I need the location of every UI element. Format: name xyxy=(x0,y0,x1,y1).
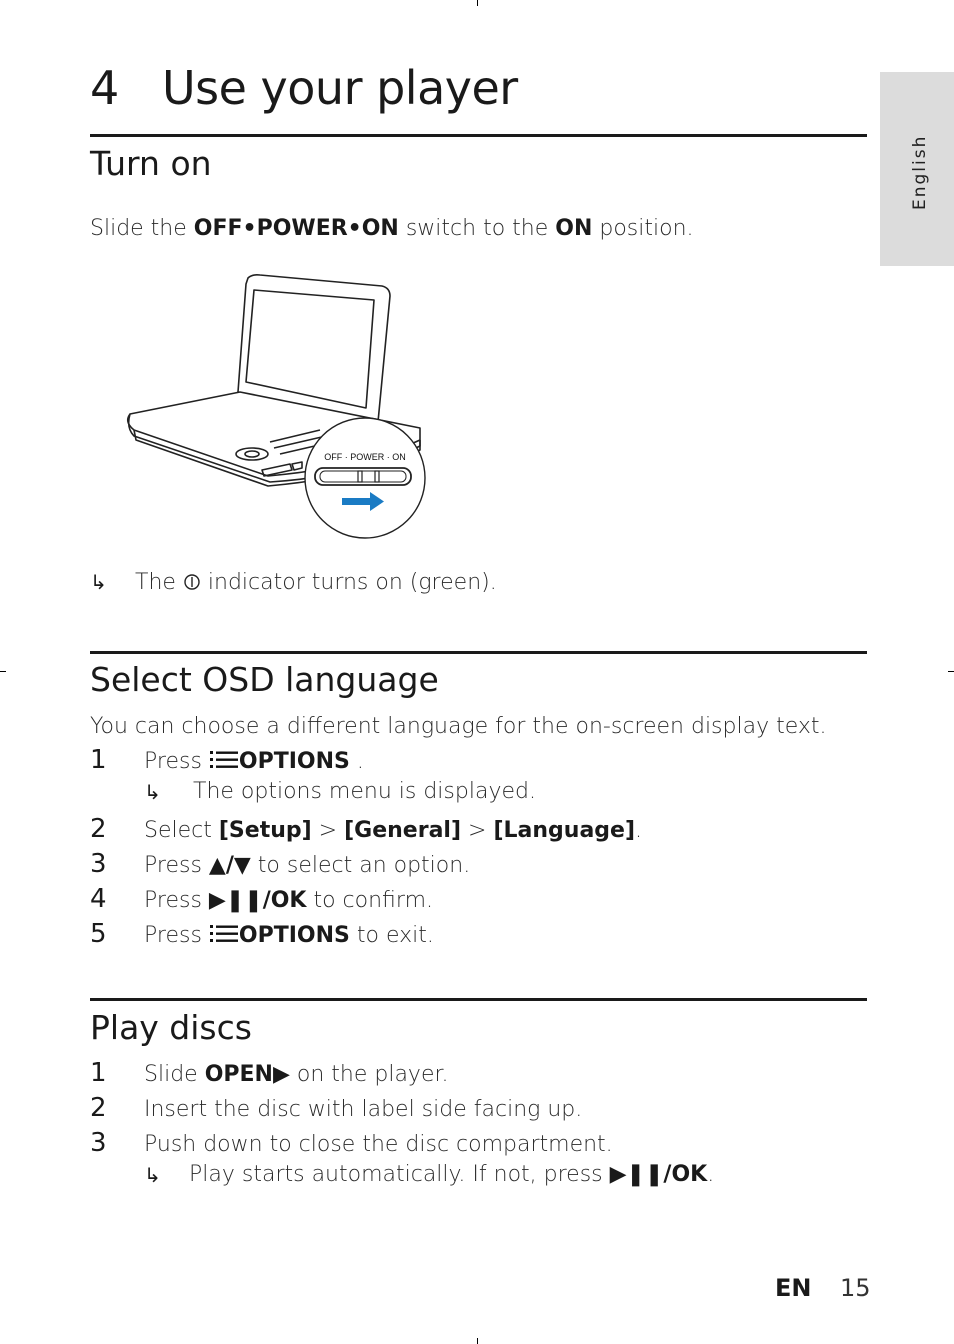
section-title-turn-on: Turn on xyxy=(90,144,212,183)
result-arrow-icon: ↳ xyxy=(144,1163,161,1187)
crop-mark-bottom xyxy=(477,1338,478,1344)
play-step-3: Push down to close the disc compartment. xyxy=(144,1132,613,1157)
play-step-1: Slide OPEN▶ on the player. xyxy=(144,1062,449,1087)
osd-step-3-number: 3 xyxy=(90,849,107,879)
osd-step-2-number: 2 xyxy=(90,814,107,844)
chapter-title: Use your player xyxy=(162,61,518,115)
osd-intro: You can choose a different language for the on-screen display text. xyxy=(90,714,827,739)
turn-on-result: The indicator turns on (green). xyxy=(135,570,497,595)
footer-language: EN xyxy=(775,1274,812,1302)
section-title-play-discs: Play discs xyxy=(90,1008,252,1047)
osd-step-4-number: 4 xyxy=(90,884,107,914)
turn-on-instruction: Slide the OFF•POWER•ON switch to the ON position. xyxy=(90,216,694,241)
crop-mark-left xyxy=(0,671,6,672)
section-title-osd-language: Select OSD language xyxy=(90,660,439,699)
play-rule xyxy=(90,998,867,1001)
chapter-number: 4 xyxy=(90,61,120,115)
osd-step-1-result: The options menu is displayed. xyxy=(193,779,536,804)
osd-rule xyxy=(90,651,867,654)
options-menu-icon xyxy=(209,924,239,944)
crop-mark-top xyxy=(477,0,478,6)
osd-step-5-number: 5 xyxy=(90,919,107,949)
language-tab-label: English xyxy=(910,134,930,210)
illustration-switch-label: OFF · POWER · ON xyxy=(324,452,406,462)
crop-mark-right xyxy=(948,671,954,672)
osd-step-4: Press ▶❚❚/OK to confirm. xyxy=(144,888,433,913)
page-number: 15 xyxy=(840,1274,871,1302)
power-indicator-icon xyxy=(183,573,201,591)
play-step-1-number: 1 xyxy=(90,1058,107,1088)
osd-step-2: Select [Setup] > [General] > [Language]. xyxy=(144,818,643,843)
play-step-3-number: 3 xyxy=(90,1128,107,1158)
result-arrow-icon: ↳ xyxy=(144,780,161,804)
osd-step-3: Press ▲/▼ to select an option. xyxy=(144,853,471,878)
chapter-rule xyxy=(90,134,867,137)
options-menu-icon xyxy=(209,750,239,770)
osd-step-1-number: 1 xyxy=(90,745,107,775)
osd-step-5: Press OPTIONS to exit. xyxy=(144,923,434,948)
result-arrow-icon: ↳ xyxy=(90,570,107,594)
osd-step-1: Press OPTIONS . xyxy=(144,749,364,774)
play-step-2-number: 2 xyxy=(90,1093,107,1123)
play-step-3-result: Play starts automatically. If not, press ▶❚❚/OK. xyxy=(189,1162,715,1187)
player-illustration xyxy=(120,268,430,544)
play-step-2: Insert the disc with label side facing up. xyxy=(144,1097,583,1122)
